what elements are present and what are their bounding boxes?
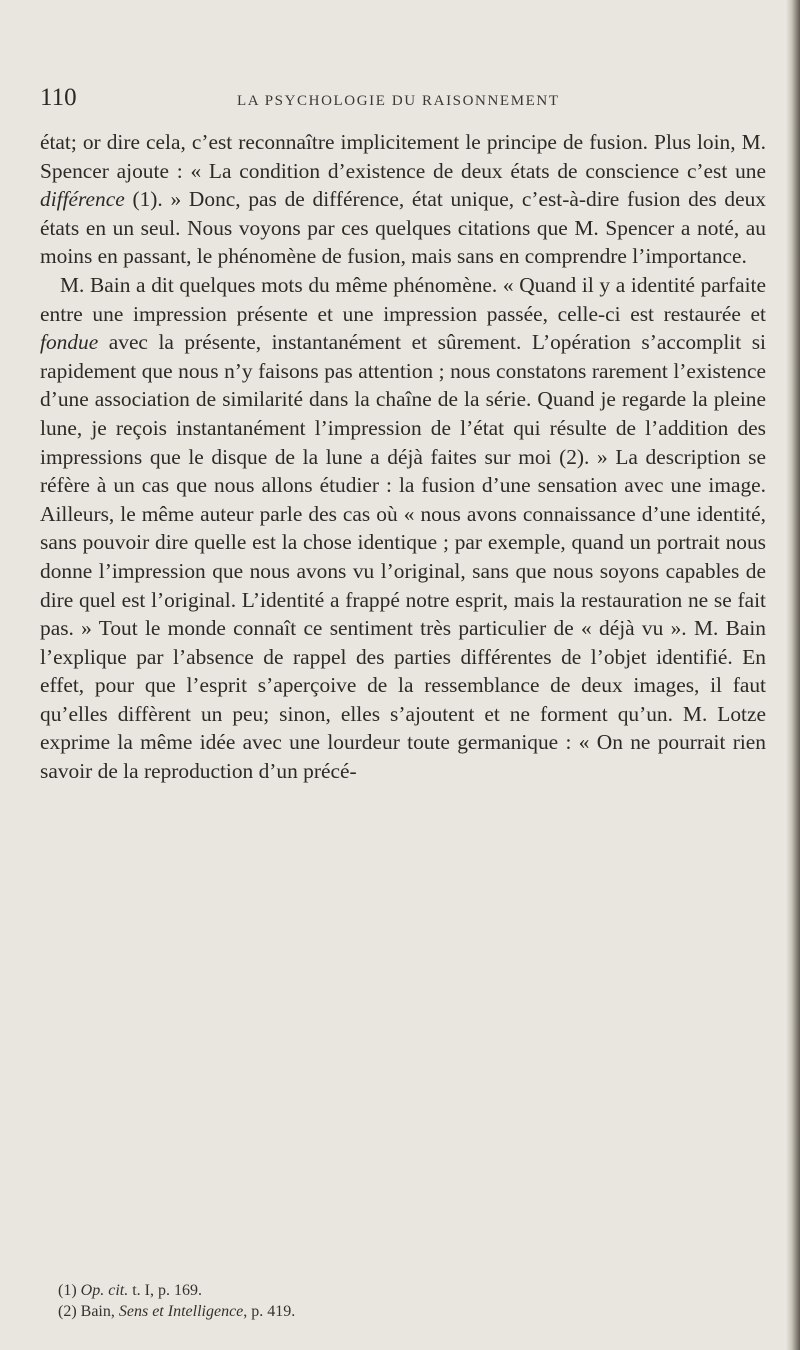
page-number: 110 [40, 84, 77, 111]
paragraph-2-text-b: avec la présente, instantanément et sûrement. L’opération s’accomplit si rapidement que nous n’y faisons pas attention ; nous constatons rarement l’existence d’une association de similarité dans la chaîne de la série. Quand je regarde la pleine lune, je reçois instantanément l’impression de l’état qui résulte de l’addition des impressions que le disque de la lune a déjà faites sur moi (2). » La description se réfère à un cas que nous allons étudier : la fusion d’une sensation avec une image. Ailleurs, le même auteur parle des cas où « nous avons connaissance d’une identité, sans pouvoir dire quelle est la chose identique ; par exemple, quand un portrait nous donne l’impression que nous avons vu l’original, sans que nous soyons capables de dire quel est l’original. L’identité a frappé notre esprit, mais la restauration ne se fait pas. » Tout le monde connaît ce sentiment très particulier de « déjà vu ». M. Bain l’explique par l’absence de rappel des parties différentes de l’objet identifié. En effet, pour que l’esprit s’aperçoive de la ressemblance de deux images, il faut qu’elles diffèrent un peu; sinon, elles s’ajoutent et ne forment qu’un. M. Lotze exprime la même idée avec une lourdeur toute germanique : « On ne pourrait rien savoir de la reproduction d’un précé- [40, 330, 766, 784]
running-head: LA PSYCHOLOGIE DU RAISONNEMENT [237, 93, 560, 109]
footnote-2-author: Bain, [80, 1303, 119, 1320]
paragraph-1-emphasis: différence [40, 187, 125, 212]
footnote-2-title: Sens et Intelligence [118, 1303, 244, 1320]
footnote-1 [58, 1280, 758, 1301]
footnote-1-title: Op. cit. [80, 1282, 129, 1299]
footnote-1-reference: t. I, p. 169. [128, 1282, 202, 1299]
footnote-1-number: (1) [58, 1282, 81, 1299]
footnotes [58, 1280, 758, 1322]
paragraph-2-text-a: M. Bain a dit quelques mots du même phénomène. « Quand il y a identité parfaite entre une impression présente et une impression passée, celle-ci est restaurée et [40, 272, 766, 326]
paragraph-1-text-a: état; or dire cela, c’est reconnaître implicitement le principe de fusion. Plus loin, M. Spencer ajoute : « La condition d’existence de deux états de conscience c’est une [40, 130, 766, 183]
paragraph-1-text-b: (1). » Donc, pas de différence, état unique, c’est-à-dire fusion des deux états en un seul. Nous voyons par ces quelques citations que M. Spencer a noté, au moins en passant, le phénomène de fusion, mais sans en comprendre l’importance. [40, 187, 766, 269]
footnote-2-number: (2) [58, 1303, 81, 1320]
page-edge-shadow [786, 0, 800, 1350]
footnote-2 [58, 1301, 758, 1322]
paragraph-2-emphasis: fondue [40, 330, 99, 355]
footnote-2-reference: , p. 419. [243, 1303, 296, 1320]
body-text [40, 128, 766, 786]
paragraph-1 [40, 128, 766, 271]
paragraph-2 [40, 271, 766, 786]
page-header [40, 82, 770, 122]
